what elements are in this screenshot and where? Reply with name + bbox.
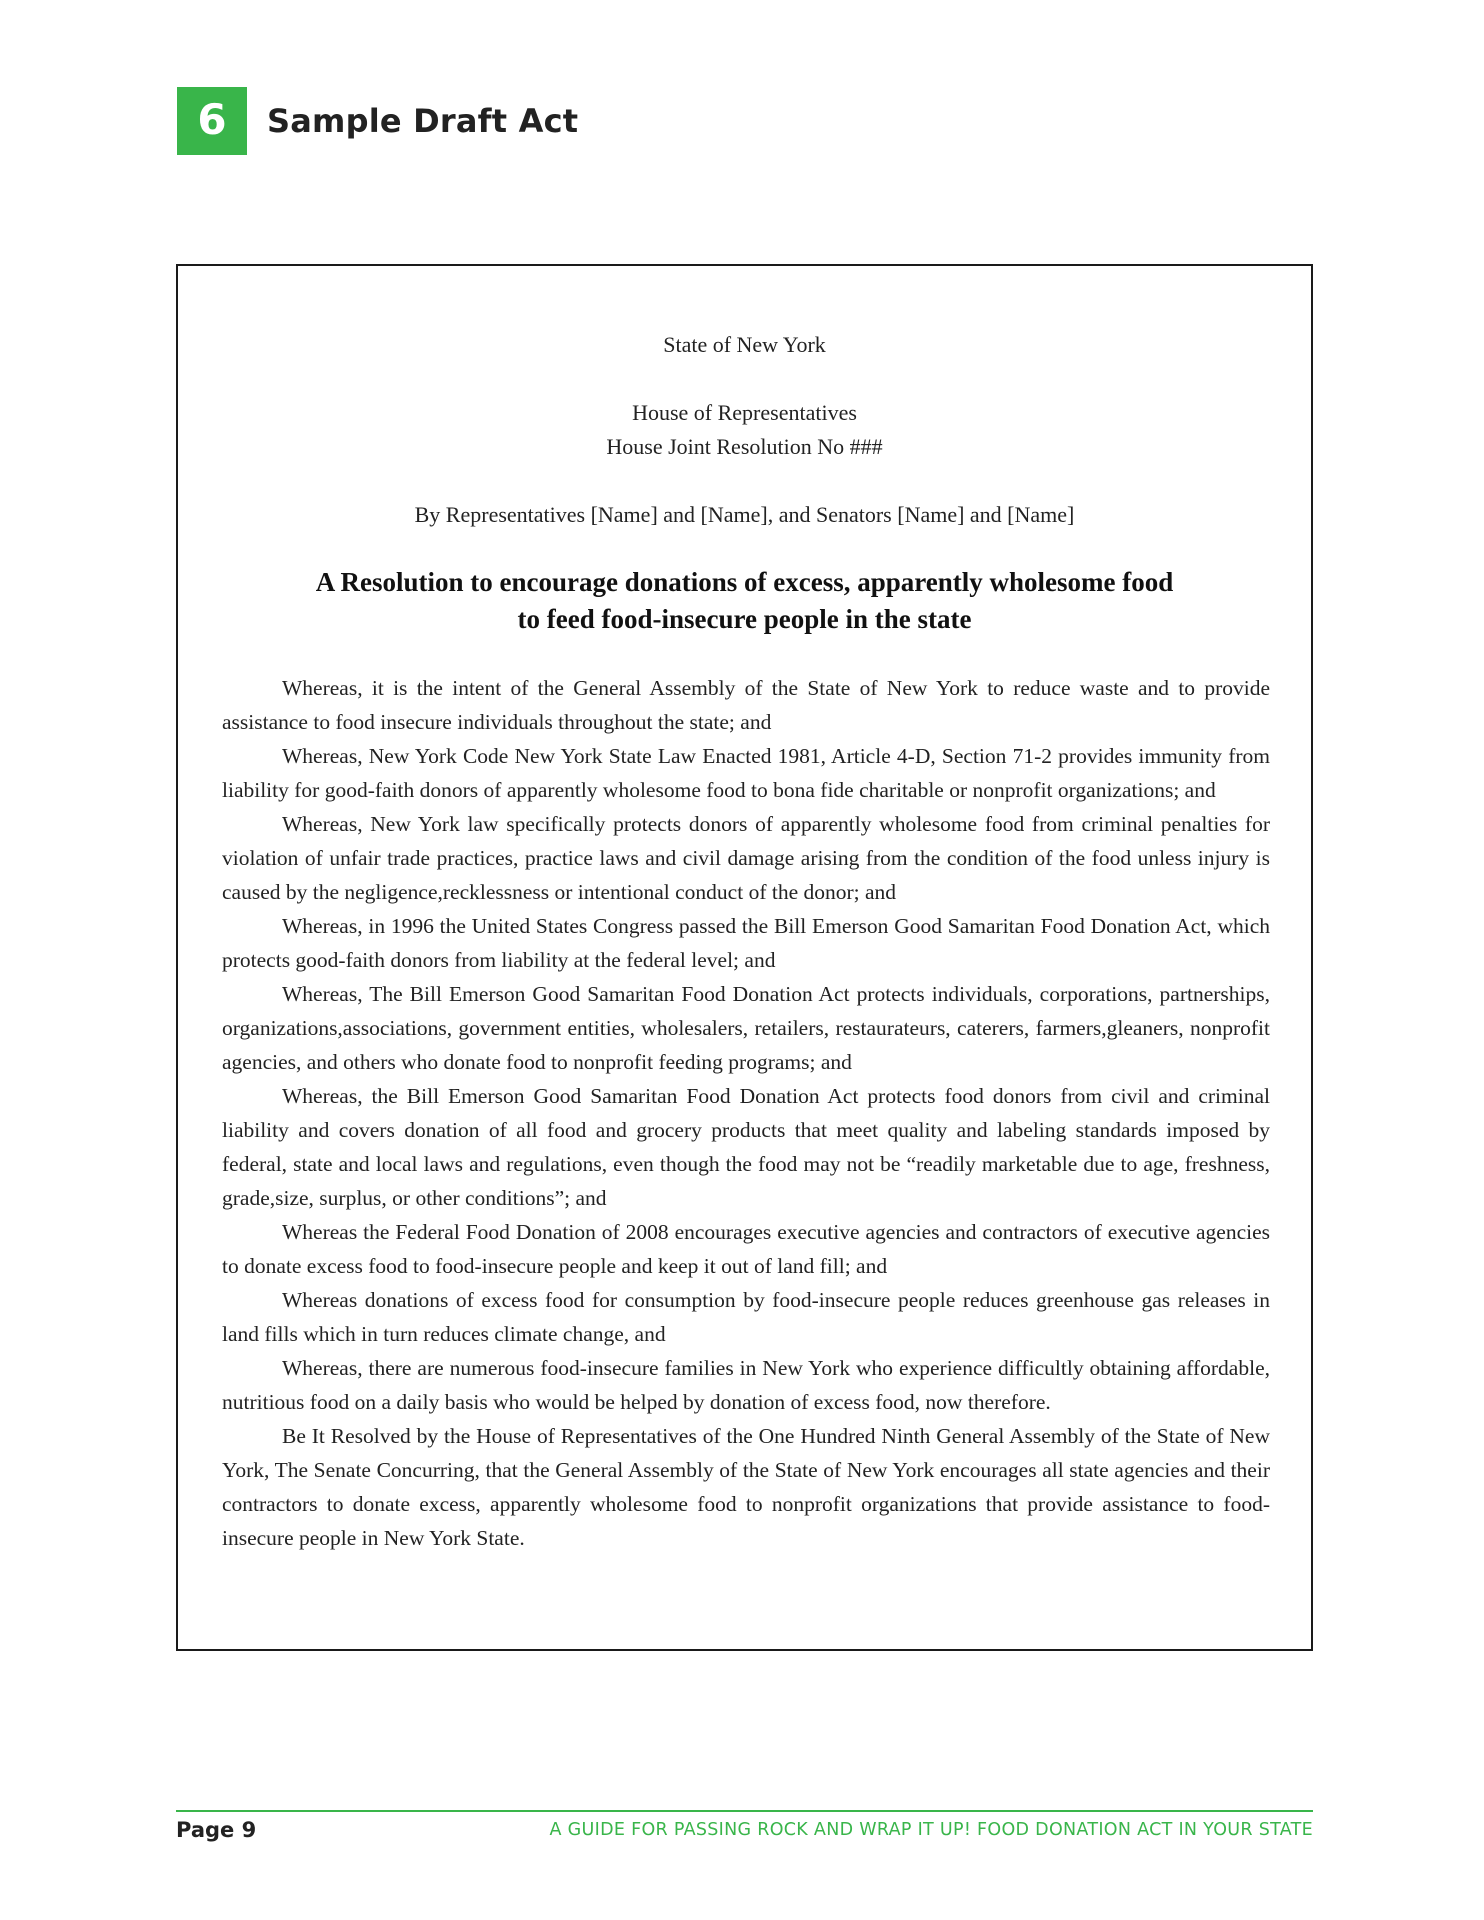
- whereas-clause: Whereas, there are numerous food-insecure families in New York who experience difficultly obtaining affordable, nutritious food on a daily basis who would be helped by donation of excess food, now therefore.: [222, 1356, 1270, 1414]
- whereas-clause: Whereas the Federal Food Donation of 2008 encourages executive agencies and contractors of executive agencies to donate excess food to food-insecure people and keep it out of land fill; and: [222, 1220, 1270, 1278]
- state-name: State of New York: [663, 332, 826, 357]
- section-title: Sample Draft Act: [267, 102, 579, 140]
- draft-act-box: [176, 264, 1313, 1651]
- section-number-badge: 6: [177, 87, 247, 155]
- resolution-clauses: [222, 671, 1270, 1555]
- resolution-title: [178, 564, 1311, 638]
- whereas-clause: Whereas, in 1996 the United States Congress passed the Bill Emerson Good Samaritan Food Donation Act, which protects good-faith donors from liability at the federal level; and: [222, 914, 1270, 972]
- whereas-clause: Whereas, it is the intent of the General Assembly of the State of New York to reduce waste and to provide assistance to food insecure individuals throughout the state; and: [222, 676, 1270, 734]
- chamber-name: House of Representatives: [632, 400, 857, 425]
- resolved-clause: Be It Resolved by the House of Representatives of the One Hundred Ninth General Assembly of the State of New York, The Senate Concurring, that the General Assembly of the State of New York encourages all state agencies and their contractors to donate excess, apparently wholesome food to nonprofit organizations that provide assistance to food-insecure people in New York State.: [222, 1424, 1270, 1550]
- whereas-clause: Whereas, The Bill Emerson Good Samaritan Food Donation Act protects individuals, corporations, partnerships, organizations,associations, government entities, wholesalers, retailers, restaurateurs, caterers, farmers,gleaners, nonprofit agencies, and others who donate food to nonprofit feeding programs; and: [222, 982, 1270, 1074]
- resolution-title-line-1: A Resolution to encourage donations of excess, apparently wholesome food: [315, 567, 1174, 597]
- guide-title: A GUIDE FOR PASSING ROCK AND WRAP IT UP! FOOD DONATION ACT IN YOUR STATE: [549, 1820, 1313, 1840]
- footer-divider: [176, 1810, 1313, 1812]
- resolution-number: House Joint Resolution No ###: [606, 434, 883, 459]
- resolution-title-line-2: to feed food-insecure people in the state: [517, 604, 972, 634]
- whereas-clause: Whereas, New York Code New York State Law Enacted 1981, Article 4-D, Section 71-2 provides immunity from liability for good-faith donors of apparently wholesome food to bona fide charitable or nonprofit organizations; and: [222, 744, 1270, 802]
- whereas-clause: Whereas, the Bill Emerson Good Samaritan Food Donation Act protects food donors from civil and criminal liability and covers donation of all food and grocery products that meet quality and labeling standards imposed by federal, state and local laws and regulations, even though the food may not be “readily marketable due to age, freshness, grade,size, surplus, or other conditions”; and: [222, 1084, 1270, 1210]
- section-header: [177, 87, 578, 155]
- whereas-clause: Whereas, New York law specifically protects donors of apparently wholesome food from criminal penalties for violation of unfair trade practices, practice laws and civil damage arising from the condition of the food unless injury is caused by the negligence,recklessness or intentional conduct of the donor; and: [222, 812, 1270, 904]
- page-number: Page 9: [176, 1818, 257, 1842]
- sponsors-line: By Representatives [Name] and [Name], and Senators [Name] and [Name]: [414, 502, 1075, 527]
- whereas-clause: Whereas donations of excess food for consumption by food-insecure people reduces greenhouse gas releases in land fills which in turn reduces climate change, and: [222, 1288, 1270, 1346]
